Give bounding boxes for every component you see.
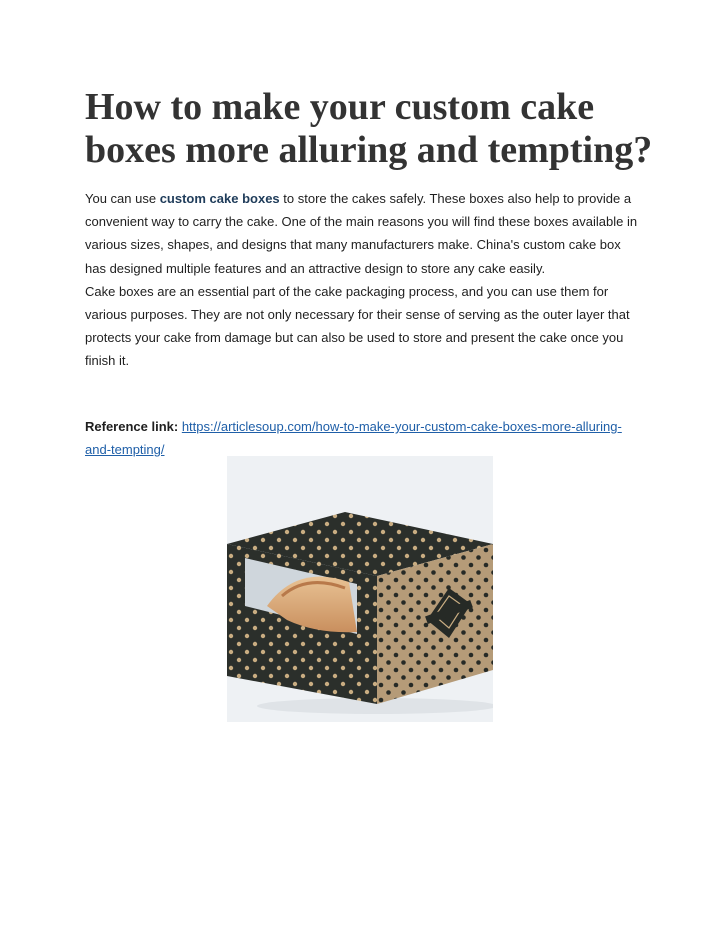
- cake-box-image: [227, 456, 493, 722]
- paragraph-2: Cake boxes are an essential part of the cake packaging process, and you can use them for various purposes. They are not only necessary for their sense of serving as the outer layer that protects your cake from damage but can also be used to store and present the cake once you finish it.: [85, 283, 630, 369]
- custom-cake-boxes-link[interactable]: custom cake boxes: [159, 191, 280, 206]
- paragraph-1: [85, 187, 645, 280]
- article-body: [85, 187, 645, 373]
- paragraph-1-lead: You can use: [85, 191, 160, 206]
- page-title: How to make your custom cake boxes more alluring and tempting?: [85, 86, 653, 171]
- reference-link[interactable]: https://articlesoup.com/how-to-make-your-custom-cake-boxes-more-alluring-and-tempting/: [85, 419, 622, 458]
- paragraph-1-rest: to store the cakes safely. These boxes also help to provide a convenient way to carry the cake. One of the main reasons you will find these boxes available in various sizes, shapes, and designs that many manufacturers make. China's custom cake box has designed multiple features and an attractive design to store any cake easily.: [85, 191, 638, 276]
- reference-line: [85, 415, 645, 461]
- cake-box-illustration: [227, 456, 493, 722]
- reference-label: Reference link:: [85, 419, 179, 434]
